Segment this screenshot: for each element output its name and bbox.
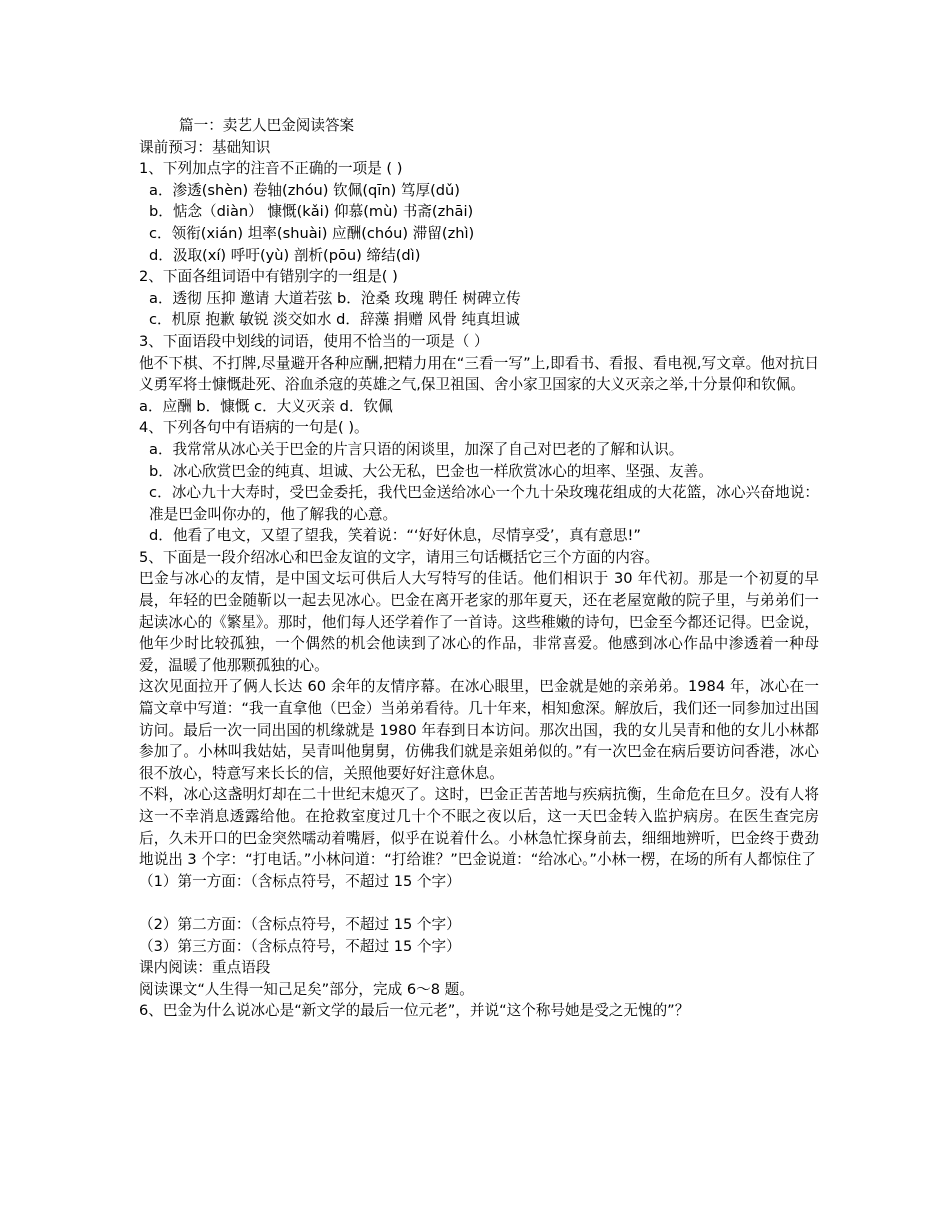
question-5-stem: 5、下面是一段介绍冰心和巴金友谊的文字，请用三句话概括它三个方面的内容。 xyxy=(139,548,660,566)
question-5-subquestion-1: （1）第一方面：（含标点符号，不超过 15 个字） xyxy=(139,872,461,890)
answer-blank xyxy=(139,892,819,914)
question-1-stem: 1、下列加点字的注音不正确的一项是 ( ) xyxy=(139,160,403,178)
question-1-option-d: d．汲取(xí) 呼吁(yù) 剖析(pōu) 缔结(dì) xyxy=(149,246,421,264)
question-2-stem: 2、下面各组词语中有错别字的一组是( ) xyxy=(139,268,398,286)
question-4-option-d: d．他看了电文，又望了望我，笑着说：“‘好好休息，尽情享受’，真有意思!” xyxy=(149,527,641,545)
question-5-paragraph-1: 巴金与冰心的友情，是中国文坛可供后人大写特写的佳话。他们相识于 30 年代初。那是一个初夏的早晨，年轻的巴金随靳以一起去见冰心。巴金在离开老家的那年夏天，还在老屋宽敞的院子里，与弟弟们一起读冰心的《繁星》。那时，他们每人还学着作了一首诗。这些稚嫩的诗句，巴金至今都还记得。巴金说，他年少时比较孤独，一个偶然的机会他读到了冰心的作品，非常喜爱。他感到冰心作品中渗透着一种母爱，温暖了他那颗孤独的心。 xyxy=(139,570,819,674)
question-2-options-cd: c．机原 抱歉 敏锐 淡交如水 d．辞藻 捐赠 风骨 纯真坦诚 xyxy=(149,311,520,329)
question-1-option-b: b．惦念（diàn） 慷慨(kǎi) 仰慕(mù) 书斋(zhāi) xyxy=(149,203,474,221)
question-2-options-ab: a．透彻 压抑 邀请 大道若弦 b．沧桑 玫瑰 聘任 树碑立传 xyxy=(149,289,521,307)
section-heading-reading: 课内阅读：重点语段 xyxy=(139,959,271,977)
document-title: 篇一：卖艺人巴金阅读答案 xyxy=(179,117,355,134)
question-5-subquestion-2: （2）第二方面：（含标点符号，不超过 15 个字） xyxy=(139,915,461,933)
question-5-paragraph-3: 不料，冰心这盏明灯却在二十世纪末熄灭了。这时，巴金正苦苦地与疾病抗衡，生命危在旦夕。没有人将这一不幸消息透露给他。在抢救室度过几十个不眠之夜以后，这一天巴金转入监护病房。在医生查完房后，久未开口的巴金突然嚅动着嘴唇，似乎在说着什么。小林急忙探身前去，细细地辨听，巴金终于费劲地说出 3 个字：“打电话。”小林问道：“打给谁？”巴金说道：“给冰心。”小林一楞，在场的所有人都惊住了 xyxy=(139,786,819,869)
document-body xyxy=(139,115,819,1022)
question-1-option-a: a．渗透(shèn) 卷轴(zhóu) 钦佩(qīn) 笃厚(dǔ) xyxy=(149,181,461,199)
question-4-stem: 4、下列各句中有语病的一句是( )。 xyxy=(139,419,369,437)
question-3-passage: 他不下棋、不打牌,尽量避开各种应酬,把精力用在“三看一写”上,即看书、看报、看电视,写文章。他对抗日义勇军将士慷慨赴死、浴血杀寇的英雄之气,保卫祖国、舍小家卫国家的大义灭亲之举,十分景仰和钦佩。 xyxy=(139,354,819,394)
question-4-option-a: a．我常常从冰心关于巴金的片言只语的闲谈里，加深了自己对巴老的了解和认识。 xyxy=(149,440,684,458)
question-6-stem: 6、巴金为什么说冰心是“新文学的最后一位元老”，并说“这个称号她是受之无愧的”？ xyxy=(139,1002,690,1020)
question-4-option-c: c．冰心九十大寿时，受巴金委托，我代巴金送给冰心一个九十朵玫瑰花组成的大花篮，冰心兴奋地说：准是巴金叫你办的，他了解我的心意。 xyxy=(149,484,819,523)
question-1-option-c: c．领衔(xián) 坦率(shuài) 应酬(chóu) 滞留(zhì) xyxy=(149,224,475,242)
question-5-subquestion-3: （3）第三方面：（含标点符号，不超过 15 个字） xyxy=(139,937,461,955)
question-3-options: a．应酬 b．慷慨 c．大义灭亲 d．钦佩 xyxy=(139,397,393,415)
section-heading-preview: 课前预习：基础知识 xyxy=(139,138,271,156)
reading-instructions: 阅读课文“人生得一知己足矣”部分，完成 6～8 题。 xyxy=(139,980,474,998)
question-5-paragraph-2: 这次见面拉开了俩人长达 60 余年的友情序幕。在冰心眼里，巴金就是她的亲弟弟。1984 年，冰心在一篇文章中写道：“我一直拿他（巴金）当弟弟看待。几十年来，相知愈深。解放后，我们还一同参加过出国访问。最后一次一同出国的机缘就是 1980 年春到日本访问。那次出国，我的女儿吴青和他的女儿小林都参加了。小林叫我姑姑，吴青叫他舅舅，仿佛我们就是亲姐弟似的。”有一次巴金在病后要访问香港，冰心很不放心，特意写来长长的信，关照他要好好注意休息。 xyxy=(139,678,819,782)
question-4-option-b: b．冰心欣赏巴金的纯真、坦诚、大公无私，巴金也一样欣赏冰心的坦率、坚强、友善。 xyxy=(149,462,713,480)
question-3-stem: 3、下面语段中划线的词语，使用不恰当的一项是（ ） xyxy=(139,332,489,350)
